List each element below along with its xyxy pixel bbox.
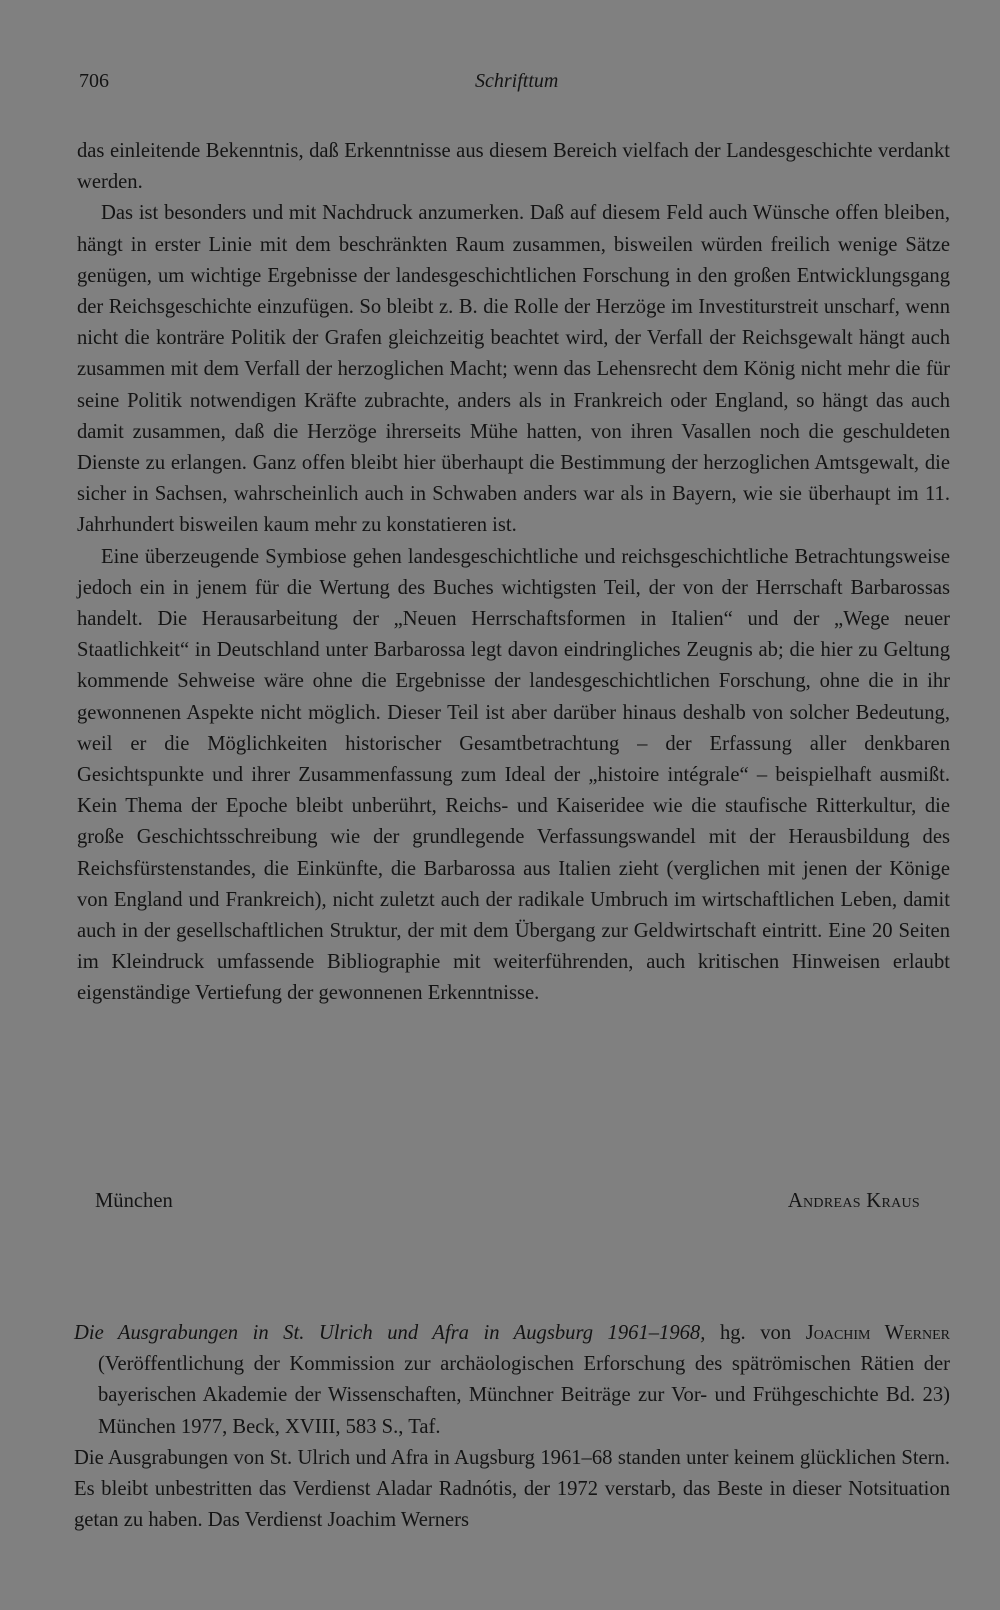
page-number: 706 bbox=[79, 70, 109, 92]
editor-name: Joachim Werner bbox=[805, 1322, 951, 1344]
signature-author: Andreas Kraus bbox=[787, 1190, 920, 1212]
running-title: Schrifttum bbox=[475, 70, 559, 92]
book-title: Die Ausgrabungen in St. Ulrich und Afra in Augsburg 1961–1968, bbox=[74, 1322, 706, 1344]
editor-prefix: hg. von bbox=[705, 1322, 806, 1344]
signature-place: München bbox=[95, 1190, 173, 1212]
review-text: Die Ausgrabungen von St. Ulrich und Afra in Augsburg 1961–68 standen unter keinem glücklichen Stern. Es bleibt unbestritten das Verdienst Aladar Radnótis, der 1972 verstarb, das Beste in dieser Notsituation getan zu haben. Das Verdienst Joachim Werners bbox=[74, 1446, 950, 1532]
page-header bbox=[79, 70, 949, 100]
review-body bbox=[77, 136, 950, 1010]
paragraph-1: das einleitende Bekenntnis, daß Erkenntnisse aus diesem Bereich vielfach der Landesgeschichte verdankt werden. bbox=[77, 140, 950, 194]
bibliographic-entry bbox=[74, 1318, 950, 1443]
paragraph-2: Das ist besonders und mit Nachdruck anzumerken. Daß auf diesem Feld auch Wünsche offen bleiben, hängt in erster Linie mit dem beschränkten Raum zusammen, bisweilen würden freilich wenige Sätze genügen, um wichtige Ergebnisse der landesgeschichtlichen Forschung in den großen Entwicklungsgang der Reichsgeschichte einzufügen. So bleibt z. B. die Rolle der Herzöge im Investiturstreit unscharf, wenn nicht die konträre Politik der Grafen gleichzeitig beachtet wird, der Verfall der Reichsgewalt hängt auch zusammen mit dem Verfall der herzoglichen Macht; wenn das Lehensrecht dem König nicht mehr die für seine Politik notwendigen Kräfte zubrachte, anders als in Frankreich oder England, so hängt das auch damit zusammen, daß die Herzöge ihrerseits Mühe hatten, von ihren Vasallen noch die geschuldeten Dienste zu erlangen. Ganz offen bleibt hier überhaupt die Bestimmung der herzoglichen Amtsgewalt, die sicher in Sachsen, wahrscheinlich auch in Schwaben anders war als in Bayern, wie sie überhaupt im 11. Jahrhundert bisweilen kaum mehr zu konstatieren ist. bbox=[77, 202, 950, 537]
paragraph-3: Eine überzeugende Symbiose gehen landesgeschichtliche und reichsgeschichtliche Betrachtungsweise jedoch ein in jenem für die Wertung des Buches wichtigsten Teil, der von der Herrschaft Barbarossas handelt. Die Herausarbeitung der „Neuen Herrschaftsformen in Italien“ und der „Wege neuer Staatlichkeit“ in Deutschland unter Barbarossa legt davon eindringliches Zeugnis ab; die hier zu Geltung kommende Sehweise wäre ohne die Ergebnisse der landesgeschichtlichen Forschung, ohne die in ihr gewonnenen Aspekte nicht möglich. Dieser Teil ist aber darüber hinaus deshalb von solcher Bedeutung, weil er die Möglichkeiten historischer Gesamtbetrachtung – der Erfassung aller denkbaren Gesichtspunkte und ihrer Zusammenfassung zum Ideal der „histoire intégrale“ – beispielhaft ausmißt. Kein Thema der Epoche bleibt unberührt, Reichs- und Kaiseridee wie die staufische Ritterkultur, die große Geschichtsschreibung wie der grundlegende Verfassungswandel mit der Herausbildung des Reichsfürstenstandes, die Einkünfte, die Barbarossa aus Italien zieht (verglichen mit jenen der Könige von England und Frankreich), nicht zuletzt auch der radikale Umbruch im wirtschaftlichen Leben, damit auch in der gesellschaftlichen Struktur, der mit dem Übergang zur Geldwirtschaft eintritt. Eine 20 Seiten im Kleindruck umfassende Bibliographie mit weiterführenden, auch kritischen Hinweisen erlaubt eigenständige Vertiefung der gewonnenen Erkenntnisse. bbox=[77, 545, 950, 1005]
citation-details: (Veröffentlichung der Kommission zur archäologischen Erforschung des spätrömischen Rätien der bayerischen Akademie der Wissenschaften, Münchner Beiträge zur Vor- und Frühgeschichte Bd. 23) München 1977, Beck, XVIII, 583 S., Taf. bbox=[98, 1353, 950, 1438]
signature bbox=[95, 1190, 920, 1222]
next-review bbox=[74, 1318, 950, 1536]
